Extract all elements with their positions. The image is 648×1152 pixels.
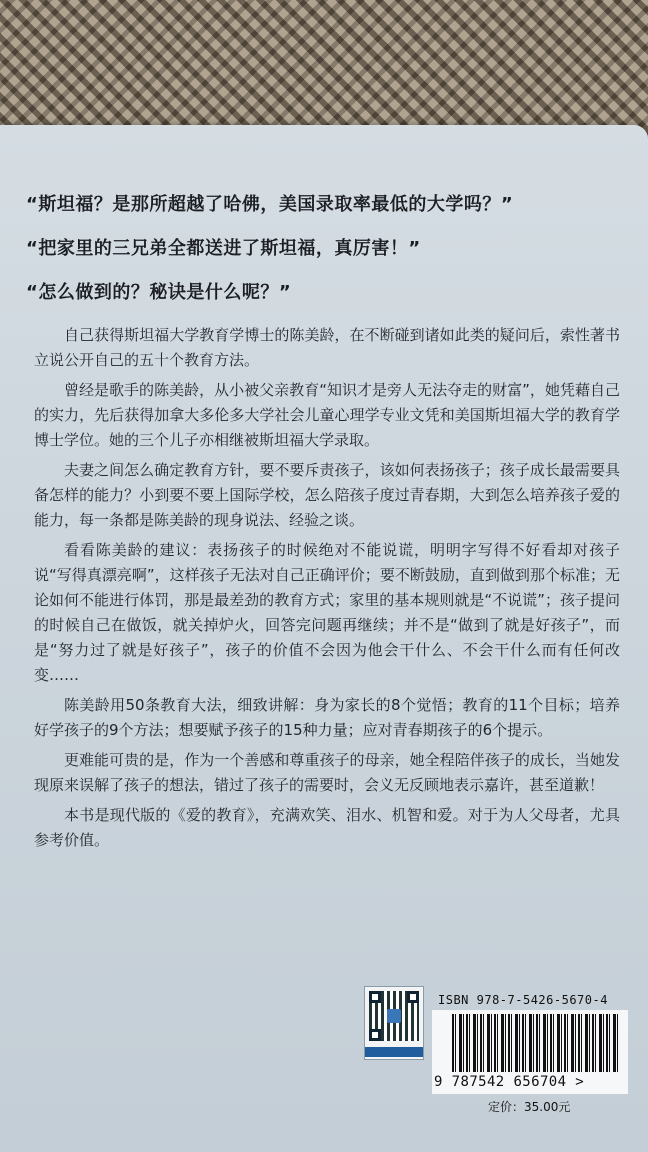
qr-caption-strip <box>365 1047 423 1057</box>
qr-code-sticker <box>364 986 424 1060</box>
paragraph: 本书是现代版的《爱的教育》，充满欢笑、泪水、机智和爱。对于为人父母者，尤具参考价值。 <box>34 806 620 849</box>
paragraph: 看看陈美龄的建议：表扬孩子的时候绝对不能说谎，明明字写得不好看却对孩子说“写得真漂亮啊”，这样孩子无法对自己正确评价；要不断鼓励，直到做到那个标准；无论如何不能进行体罚，那是最差劲的教育方式；家里的基本规则就是“不说谎”；孩子提问的时候自己在做饭，就关掉炉火，回答完问题再继续；并不是“做到了就是好孩子”，而是“努力过了就是好孩子”，孩子的价值不会因为他会干什么、不会干什么而有任何改变…… <box>34 541 620 684</box>
quote-line: “斯坦福？是那所超越了哈佛，美国录取率最低的大学吗？” <box>26 194 514 215</box>
qr-code-icon <box>369 991 419 1041</box>
paragraph: 陈美龄用50条教育大法，细致讲解：身为家长的8个觉悟；教育的11个目标；培养好学孩子的9个方法；想要赋予孩子的15种力量；应对青春期孩子的6个提示。 <box>34 696 620 739</box>
quote-line: “把家里的三兄弟全都送进了斯坦福，真厉害！” <box>26 238 421 259</box>
paragraph: 夫妻之间怎么确定教育方针，要不要斥责孩子，该如何表扬孩子；孩子成长最需要具备怎样的能力？小到要不要上国际学校，怎么陪孩子度过青春期，大到怎么培养孩子爱的能力，每一条都是陈美龄的现身说法、经验之谈。 <box>34 461 620 529</box>
barcode-icon <box>452 1014 618 1072</box>
paragraph: 自己获得斯坦福大学教育学博士的陈美龄，在不断碰到诸如此类的疑问后，索性著书立说公开自己的五十个教育方法。 <box>34 326 620 369</box>
price-label: 定价：35.00元 <box>488 1100 571 1114</box>
isbn-text: ISBN 978-7-5426-5670-4 <box>438 993 608 1007</box>
quote-block <box>26 190 626 322</box>
barcode-digits: 9 787542 656704 > <box>434 1074 585 1090</box>
table-surface <box>0 0 648 140</box>
paragraph: 更难能可贵的是，作为一个善感和尊重孩子的母亲，她全程陪伴孩子的成长，当她发现原来误解了孩子的想法，错过了孩子的需要时，会义无反顾地表示嘉许，甚至道歉！ <box>34 751 620 794</box>
paragraph: 曾经是歌手的陈美龄，从小被父亲教育“知识才是旁人无法夺走的财富”，她凭藉自己的实力，先后获得加拿大多伦多大学社会儿童心理学专业文凭和美国斯坦福大学的教育学博士学位。她的三个儿子亦相继被斯坦福大学录取。 <box>34 381 620 449</box>
barcode-label <box>432 1010 628 1094</box>
blurb-text <box>34 323 620 858</box>
quote-line: “怎么做到的？秘诀是什么呢？” <box>26 282 292 303</box>
